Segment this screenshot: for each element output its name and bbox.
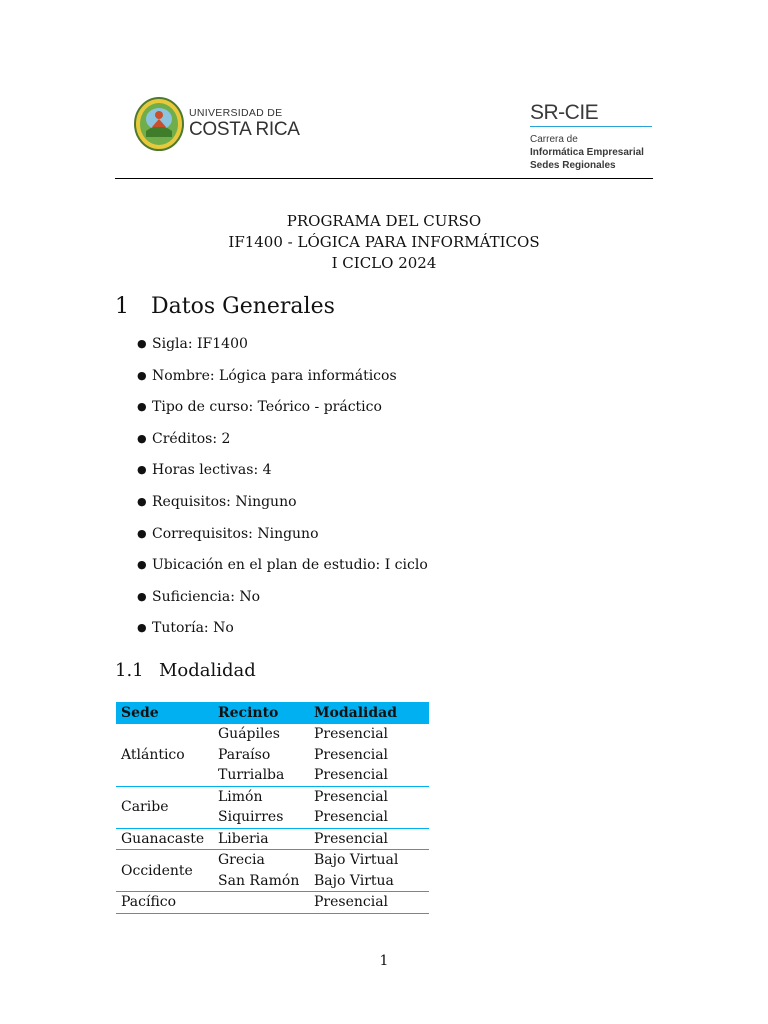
bullet-icon: ● [137,368,147,382]
recinto-cell: Siquirres [213,807,309,828]
bullet-icon: ● [137,431,147,445]
list-item: ● Suficiencia: No [137,586,428,618]
section-number: 1 [115,294,129,319]
list-item: ● Créditos: 2 [137,428,428,460]
recinto-cell: Turrialba [213,765,309,786]
title-line1: PROGRAMA DEL CURSO [286,212,482,230]
sede-cell: Occidente [116,850,213,892]
table-row [116,892,429,914]
unit-title: SR-CIE [530,101,599,124]
university-name-line2: COSTA RICA [189,118,300,140]
list-item: ● Sigla: IF1400 [137,333,428,365]
table-row [116,850,429,871]
title-line2: IF1400 - LÓGICA PARA INFORMÁTICOS [228,233,540,251]
list-item: ● Tipo de curso: Teórico - práctico [137,396,428,428]
section-heading-datos-generales [115,293,335,321]
recinto-cell: Grecia [218,852,265,869]
bullet-icon: ● [137,337,147,350]
section-title: Modalidad [159,660,256,681]
bullet-icon: ● [137,526,147,540]
modalidad-cell: Bajo Virtual [314,852,399,869]
unit-line1: Carrera de [530,134,578,145]
recinto-cell: San Ramón [213,871,309,892]
university-name [189,108,300,139]
modalidad-cell: Presencial [314,726,389,743]
modalidad-cell: Presencial [309,892,429,914]
recinto-cell: Limón [218,788,263,805]
modalidad-cell: Bajo Virtua [309,871,429,892]
title-line3: I CICLO 2024 [331,254,437,272]
recinto-cell: Guápiles [218,726,280,743]
general-data-list [137,333,428,649]
header-rule [115,178,653,179]
bullet-icon: ● [137,589,147,603]
unit-logo [530,100,652,172]
table-row [116,724,429,745]
sede-cell: Pacífico [116,892,213,914]
bullet-icon: ● [137,494,147,508]
list-item: ● Requisitos: Ninguno [137,491,428,523]
table-header-row [116,702,429,724]
modalidad-cell: Presencial [309,765,429,786]
list-item: ● Correquisitos: Ninguno [137,523,428,555]
list-item: ● Nombre: Lógica para informáticos [137,365,428,397]
table-row [116,786,429,807]
unit-line3: Sedes Regionales [530,160,616,171]
modalidad-cell: Presencial [309,807,429,828]
sede-cell: Guanacaste [116,828,213,850]
sede-cell: Atlántico [116,724,213,786]
bullet-icon: ● [137,621,147,635]
bullet-icon: ● [137,558,147,572]
recinto-cell: Paraíso [218,746,271,763]
recinto-cell [213,892,309,914]
section-number: 1.1 [115,660,144,681]
unit-divider [530,126,652,127]
header-modalidad: Modalidad [309,702,429,724]
table-row [116,828,429,850]
section-title: Datos Generales [151,294,335,319]
sede-cell: Caribe [116,786,213,828]
list-item: ● Tutoría: No [137,617,428,649]
modality-table [116,702,429,914]
bullet-icon: ● [137,400,147,414]
list-item: ● Ubicación en el plan de estudio: I ciclo [137,554,428,586]
modalidad-cell: Presencial [314,746,389,763]
document-title [0,211,768,274]
header-sede: Sede [116,702,213,724]
bullet-icon: ● [137,463,147,477]
list-item: ● Horas lectivas: 4 [137,459,428,491]
section-heading-modalidad [115,659,256,683]
modalidad-cell: Presencial [314,788,389,805]
recinto-cell: Liberia [213,828,309,850]
university-name-line1: UNIVERSIDAD DE [189,107,283,119]
university-seal-logo [134,97,184,151]
modalidad-cell: Presencial [309,828,429,850]
header-recinto: Recinto [213,702,309,724]
unit-line2: Informática Empresarial [530,147,644,158]
page-number: 1 [379,953,389,969]
